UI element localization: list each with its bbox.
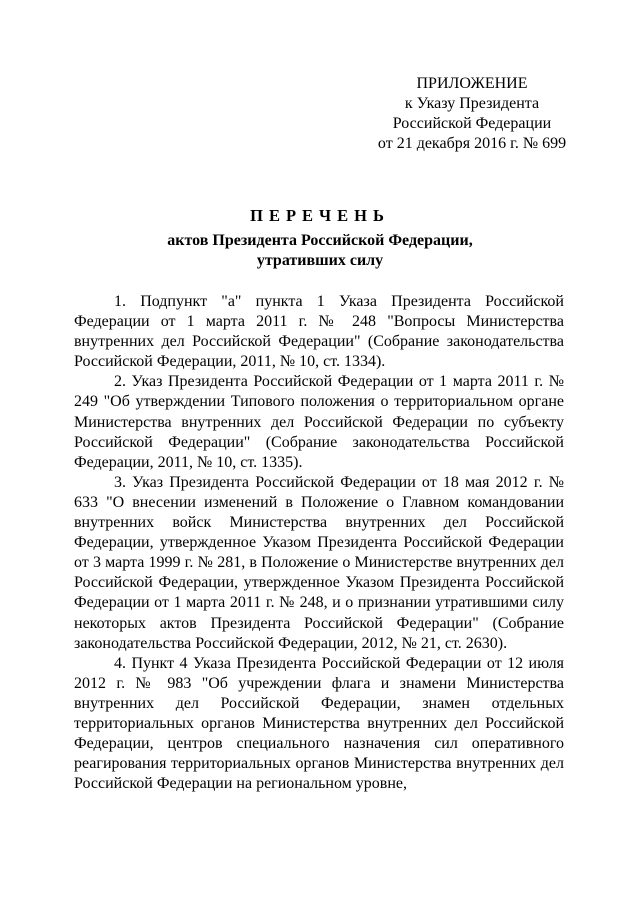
appendix-label: ПРИЛОЖЕНИЕ (416, 75, 528, 92)
document-subtitle (0, 231, 640, 271)
acts-list (74, 292, 564, 794)
appendix-decree-ref: к Указу Президента (404, 95, 540, 112)
document-title: ПЕРЕЧЕНЬ (250, 206, 390, 225)
appendix-date: от 21 декабря 2016 г. № 699 (377, 135, 567, 152)
subtitle-line-1: актов Президента Российской Федерации, (167, 232, 473, 249)
item-number: 1. (114, 293, 126, 310)
item-text: Указ Президента Российской Федерации от 18 мая 2012 г. № 633 "О внесении изменений в Положение о Главном командовании внутренних войск Министерства внутренних дел Российской Федерации, утвержденное Указом Президента Российской Федерации от 3 марта 1999 г. № 281, в Положение о Министерстве внутренних дел Российской Федерации, утвержденное Указом Президента Российской Федерации от 1 марта 2011 г. № 248, и о признании утратившими силу некоторых актов Президента Российской Федерации" (Собрание законодательства Российской Федерации, 2012, № 21, ст. 2630). (74, 473, 565, 652)
list-item (74, 292, 564, 372)
item-number: 4. (114, 654, 126, 672)
item-text: Пункт 4 Указа Президента Российской Федерации от 12 июля 2012 г. № 983 "Об учреждении флага и знамени Министерства внутренних дел Российской Федерации, знамен отдельных территориальных органов Министерства внутренних дел Российской Федерации, центров специального назначения сил оперативного реагирования территориальных органов Министерства внутренних дел Российской Федерации на региональном уровне, (74, 654, 565, 793)
list-item (74, 372, 564, 472)
list-item (74, 473, 564, 654)
item-text: Указ Президента Российской Федерации от 1 марта 2011 г. № 249 "Об утверждении Типового положения о территориальном органе Министерства внутренних дел Российской Федерации по субъекту Российской Федерации" (Собрание законодательства Российской Федерации, 2011, № 10, ст. 1335). (74, 373, 564, 471)
item-number: 3. (114, 473, 126, 491)
appendix-federation: Российской Федерации (392, 115, 552, 132)
appendix-header (362, 74, 582, 154)
subtitle-line-2: утративших силу (256, 252, 384, 269)
item-text: Подпункт "а" пункта 1 Указа Президента Российской Федерации от 1 марта 2011 г. № 248 "Вопросы Министерства внутренних дел Российской Федерации" (Собрание законодательства Российской Федерации, 2011, № 10, ст. 1334). (74, 293, 564, 371)
list-item (74, 654, 564, 795)
item-number: 2. (114, 373, 126, 391)
